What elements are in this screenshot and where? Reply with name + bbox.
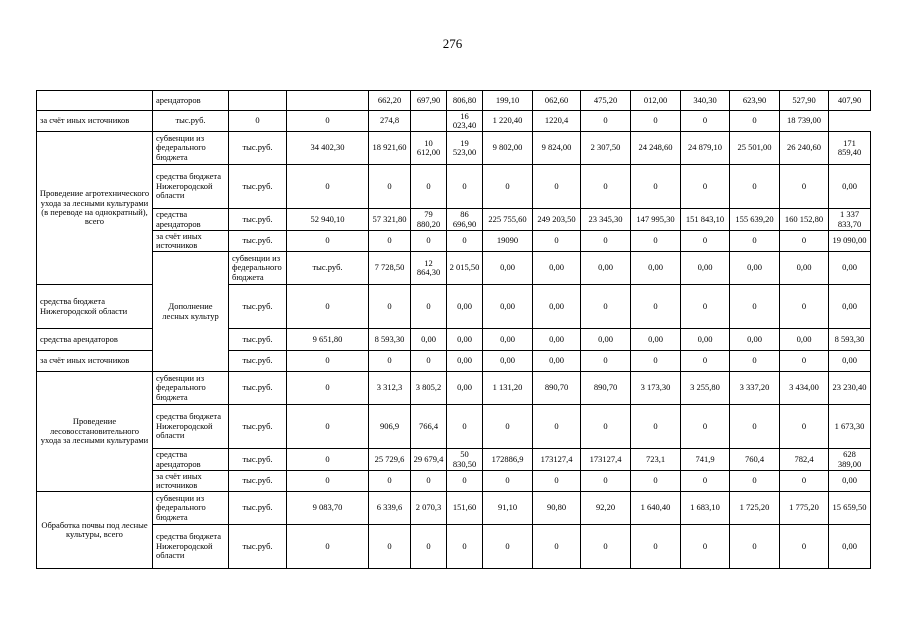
value-cell: 0 bbox=[631, 471, 681, 492]
table-row bbox=[37, 449, 871, 471]
page-number: 276 bbox=[442, 36, 463, 51]
unit-cell: тыс.руб. bbox=[229, 165, 287, 209]
value-cell: 57 321,80 bbox=[369, 209, 411, 231]
value-cell: 0 bbox=[681, 231, 730, 252]
funding-source-cell: средства бюджета Нижегородской области bbox=[153, 165, 229, 209]
value-cell: 2 070,3 bbox=[411, 492, 447, 525]
value-cell: 0,00 bbox=[533, 329, 581, 351]
value-cell: 147 995,30 bbox=[631, 209, 681, 231]
value-cell: 0,00 bbox=[447, 372, 483, 405]
value-cell: 0,00 bbox=[483, 329, 533, 351]
funding-source-cell: субвенции из федерального бюджета bbox=[153, 492, 229, 525]
value-cell: 806,80 bbox=[447, 91, 483, 111]
value-cell: 0 bbox=[287, 165, 369, 209]
value-cell: 0 bbox=[411, 351, 447, 372]
unit-cell: тыс.руб. bbox=[153, 111, 229, 132]
value-cell: 199,10 bbox=[483, 91, 533, 111]
value-cell: 6 339,6 bbox=[369, 492, 411, 525]
value-cell: 0,00 bbox=[483, 351, 533, 372]
unit-cell: тыс.руб. bbox=[229, 231, 287, 252]
value-cell: 0 bbox=[483, 471, 533, 492]
budget-table bbox=[36, 90, 871, 569]
value-cell: 0 bbox=[681, 405, 730, 449]
value-cell: 0 bbox=[681, 471, 730, 492]
value-cell: 0,00 bbox=[533, 351, 581, 372]
value-cell: 0 bbox=[631, 405, 681, 449]
value-cell: 0 bbox=[447, 165, 483, 209]
value-cell: 0 bbox=[447, 471, 483, 492]
value-cell: 23 230,40 bbox=[829, 372, 871, 405]
unit-cell: тыс.руб. bbox=[229, 351, 287, 372]
value-cell: 79 880,20 bbox=[411, 209, 447, 231]
section-name-cell: Дополнение лесных культур bbox=[153, 252, 229, 372]
value-cell: 0 bbox=[780, 285, 829, 329]
value-cell: 3 173,30 bbox=[631, 372, 681, 405]
unit-cell: тыс.руб. bbox=[229, 372, 287, 405]
value-cell: 0,00 bbox=[829, 252, 871, 285]
value-cell: 475,20 bbox=[581, 91, 631, 111]
table-body bbox=[37, 91, 871, 569]
value-cell: 23 345,30 bbox=[581, 209, 631, 231]
value-cell: 19090 bbox=[483, 231, 533, 252]
value-cell: 0 bbox=[681, 285, 730, 329]
value-cell: 0 bbox=[411, 471, 447, 492]
value-cell: 062,60 bbox=[533, 91, 581, 111]
section-name-cell: Проведение лесовосстановительного ухода за лесными культурами bbox=[37, 372, 153, 492]
value-cell: 0,00 bbox=[581, 252, 631, 285]
value-cell: 92,20 bbox=[581, 492, 631, 525]
value-cell: 1220,4 bbox=[533, 111, 581, 132]
value-cell: 0 bbox=[533, 405, 581, 449]
funding-source-cell: средства арендаторов bbox=[37, 329, 153, 351]
table-row bbox=[37, 252, 871, 285]
value-cell: 623,90 bbox=[730, 91, 780, 111]
funding-source-cell: субвенции из федерального бюджета bbox=[153, 132, 229, 165]
value-cell: 0 bbox=[730, 471, 780, 492]
value-cell: 3 312,3 bbox=[369, 372, 411, 405]
unit-cell: тыс.руб. bbox=[229, 405, 287, 449]
value-cell: 3 805,2 bbox=[411, 372, 447, 405]
value-cell: 0 bbox=[533, 471, 581, 492]
table-row bbox=[37, 91, 871, 111]
funding-source-cell: за счёт иных источников bbox=[153, 471, 229, 492]
value-cell: 10 612,00 bbox=[411, 132, 447, 165]
value-cell: 90,80 bbox=[533, 492, 581, 525]
value-cell: 0 bbox=[681, 351, 730, 372]
value-cell: 1 775,20 bbox=[780, 492, 829, 525]
funding-source-cell: за счёт иных источников bbox=[37, 351, 153, 372]
value-cell: 0 bbox=[780, 471, 829, 492]
value-cell: 0 bbox=[369, 231, 411, 252]
value-cell: 0,00 bbox=[829, 351, 871, 372]
section-name-cell bbox=[37, 91, 153, 111]
value-cell: 0 bbox=[447, 405, 483, 449]
value-cell: 0 bbox=[411, 525, 447, 569]
unit-cell: тыс.руб. bbox=[229, 132, 287, 165]
value-cell: 0 bbox=[730, 405, 780, 449]
table-row bbox=[37, 492, 871, 525]
value-cell: 19 523,00 bbox=[447, 132, 483, 165]
value-cell: 25 729,6 bbox=[369, 449, 411, 471]
value-cell: 160 152,80 bbox=[780, 209, 829, 231]
value-cell: 1 683,10 bbox=[681, 492, 730, 525]
value-cell: 0,00 bbox=[447, 329, 483, 351]
value-cell: 155 639,20 bbox=[730, 209, 780, 231]
value-cell: 151 843,10 bbox=[681, 209, 730, 231]
value-cell: 24 248,60 bbox=[631, 132, 681, 165]
value-cell: 0,00 bbox=[730, 329, 780, 351]
value-cell: 0 bbox=[369, 165, 411, 209]
value-cell: 18 921,60 bbox=[369, 132, 411, 165]
value-cell: 0,00 bbox=[780, 329, 829, 351]
value-cell: 0 bbox=[287, 231, 369, 252]
value-cell: 274,8 bbox=[369, 111, 411, 132]
value-cell: 0 bbox=[411, 165, 447, 209]
value-cell: 9 651,80 bbox=[287, 329, 369, 351]
value-cell: 1 131,20 bbox=[483, 372, 533, 405]
value-cell: 24 879,10 bbox=[681, 132, 730, 165]
value-cell: 0,00 bbox=[829, 285, 871, 329]
value-cell: 0,00 bbox=[483, 285, 533, 329]
table-row bbox=[37, 165, 871, 209]
value-cell: 0 bbox=[287, 351, 369, 372]
value-cell: 0 bbox=[287, 471, 369, 492]
value-cell: 760,4 bbox=[730, 449, 780, 471]
value-cell: 225 755,60 bbox=[483, 209, 533, 231]
value-cell: 0 bbox=[631, 351, 681, 372]
value-cell: 86 696,90 bbox=[447, 209, 483, 231]
value-cell: 0 bbox=[581, 111, 631, 132]
value-cell: 0,00 bbox=[447, 285, 483, 329]
value-cell: 0 bbox=[631, 231, 681, 252]
funding-source-cell: субвенции из федерального бюджета bbox=[229, 252, 287, 285]
table-row bbox=[37, 405, 871, 449]
value-cell: 0,00 bbox=[631, 329, 681, 351]
value-cell: 906,9 bbox=[369, 405, 411, 449]
value-cell: 0 bbox=[369, 351, 411, 372]
section-name-cell: Проведение агротехнического ухода за лесными культурами (в переводе на однократный), всего bbox=[37, 132, 153, 285]
value-cell: 0,00 bbox=[533, 252, 581, 285]
value-cell: 0,00 bbox=[631, 252, 681, 285]
value-cell: 0,00 bbox=[411, 329, 447, 351]
table-row bbox=[37, 132, 871, 165]
section-name-cell: Обработка почвы под лесные культуры, всего bbox=[37, 492, 153, 569]
unit-cell: тыс.руб. bbox=[229, 285, 287, 329]
value-cell: 0 bbox=[780, 351, 829, 372]
value-cell: 0 bbox=[369, 525, 411, 569]
value-cell: 0,00 bbox=[533, 285, 581, 329]
value-cell: 15 659,50 bbox=[829, 492, 871, 525]
value-cell: 1 337 833,70 bbox=[829, 209, 871, 231]
value-cell bbox=[411, 111, 447, 132]
value-cell: 628 389,00 bbox=[829, 449, 871, 471]
value-cell: 0,00 bbox=[829, 165, 871, 209]
value-cell: 0 bbox=[369, 285, 411, 329]
value-cell: 0 bbox=[581, 165, 631, 209]
value-cell: 34 402,30 bbox=[287, 132, 369, 165]
value-cell: 173127,4 bbox=[581, 449, 631, 471]
value-cell: 0 bbox=[287, 449, 369, 471]
value-cell: 0 bbox=[631, 525, 681, 569]
value-cell: 2 307,50 bbox=[581, 132, 631, 165]
funding-source-cell: арендаторов bbox=[153, 91, 229, 111]
value-cell: 0 bbox=[780, 231, 829, 252]
value-cell: 0 bbox=[730, 285, 780, 329]
value-cell: 151,60 bbox=[447, 492, 483, 525]
value-cell: 0 bbox=[681, 111, 730, 132]
funding-source-cell: за счёт иных источников bbox=[37, 111, 153, 132]
value-cell: 0 bbox=[369, 471, 411, 492]
value-cell: 8 593,30 bbox=[369, 329, 411, 351]
value-cell: 0 bbox=[287, 111, 369, 132]
value-cell: 1 725,20 bbox=[730, 492, 780, 525]
value-cell: 0,00 bbox=[780, 252, 829, 285]
value-cell: 8 593,30 bbox=[829, 329, 871, 351]
value-cell: 0 bbox=[631, 285, 681, 329]
value-cell: 0 bbox=[287, 525, 369, 569]
table-row bbox=[37, 525, 871, 569]
value-cell: 0 bbox=[533, 165, 581, 209]
value-cell: 0,00 bbox=[829, 525, 871, 569]
funding-source-cell: средства бюджета Нижегородской области bbox=[153, 405, 229, 449]
value-cell: 173127,4 bbox=[533, 449, 581, 471]
value-cell: 0 bbox=[581, 285, 631, 329]
value-cell: 171 859,40 bbox=[829, 132, 871, 165]
value-cell: 3 255,80 bbox=[681, 372, 730, 405]
value-cell: 7 728,50 bbox=[369, 252, 411, 285]
value-cell: 3 434,00 bbox=[780, 372, 829, 405]
value-cell: 0 bbox=[581, 405, 631, 449]
value-cell: 172886,9 bbox=[483, 449, 533, 471]
value-cell: 9 083,70 bbox=[287, 492, 369, 525]
value-cell: 19 090,00 bbox=[829, 231, 871, 252]
unit-cell bbox=[229, 91, 287, 111]
unit-cell: тыс.руб. bbox=[229, 471, 287, 492]
funding-source-cell: за счёт иных источников bbox=[153, 231, 229, 252]
unit-cell: тыс.руб. bbox=[229, 209, 287, 231]
value-cell: 0 bbox=[287, 405, 369, 449]
value-cell: 0 bbox=[730, 351, 780, 372]
value-cell: 25 501,00 bbox=[730, 132, 780, 165]
value-cell: 0,00 bbox=[829, 471, 871, 492]
value-cell: 0,00 bbox=[447, 351, 483, 372]
value-cell: 29 679,4 bbox=[411, 449, 447, 471]
value-cell: 890,70 bbox=[533, 372, 581, 405]
value-cell: 91,10 bbox=[483, 492, 533, 525]
value-cell: 407,90 bbox=[829, 91, 871, 111]
value-cell: 0 bbox=[483, 165, 533, 209]
value-cell: 0 bbox=[447, 231, 483, 252]
funding-source-cell: средства арендаторов bbox=[153, 209, 229, 231]
value-cell: 723,1 bbox=[631, 449, 681, 471]
table-row bbox=[37, 111, 871, 132]
value-cell: 0,00 bbox=[681, 252, 730, 285]
value-cell: 52 940,10 bbox=[287, 209, 369, 231]
value-cell: 0 bbox=[631, 111, 681, 132]
value-cell: 340,30 bbox=[681, 91, 730, 111]
value-cell: 249 203,50 bbox=[533, 209, 581, 231]
value-cell: 697,90 bbox=[411, 91, 447, 111]
value-cell: 18 739,00 bbox=[780, 111, 829, 132]
value-cell: 0 bbox=[411, 231, 447, 252]
value-cell: 0 bbox=[730, 231, 780, 252]
unit-cell: тыс.руб. bbox=[229, 525, 287, 569]
value-cell: 0 bbox=[681, 525, 730, 569]
funding-source-cell: средства бюджета Нижегородской области bbox=[153, 525, 229, 569]
unit-cell: тыс.руб. bbox=[229, 492, 287, 525]
value-cell: 0,00 bbox=[681, 329, 730, 351]
value-cell: 1 640,40 bbox=[631, 492, 681, 525]
value-cell: 741,9 bbox=[681, 449, 730, 471]
value-cell: 0 bbox=[581, 351, 631, 372]
value-cell: 0 bbox=[730, 111, 780, 132]
value-cell: 0 bbox=[447, 525, 483, 569]
value-cell: 766,4 bbox=[411, 405, 447, 449]
unit-cell: тыс.руб. bbox=[229, 449, 287, 471]
table-row bbox=[37, 372, 871, 405]
value-cell: 0 bbox=[681, 165, 730, 209]
value-cell: 50 830,50 bbox=[447, 449, 483, 471]
table-row bbox=[37, 209, 871, 231]
value-cell bbox=[287, 91, 369, 111]
value-cell: 0 bbox=[581, 525, 631, 569]
value-cell: 0 bbox=[483, 525, 533, 569]
value-cell: 9 802,00 bbox=[483, 132, 533, 165]
value-cell: 0 bbox=[581, 471, 631, 492]
value-cell: 2 015,50 bbox=[447, 252, 483, 285]
value-cell: 0 bbox=[287, 372, 369, 405]
table-row bbox=[37, 231, 871, 252]
value-cell: 0 bbox=[229, 111, 287, 132]
value-cell: 0 bbox=[730, 525, 780, 569]
unit-cell: тыс.руб. bbox=[287, 252, 369, 285]
value-cell: 0 bbox=[287, 285, 369, 329]
table-row bbox=[37, 471, 871, 492]
value-cell: 16 023,40 bbox=[447, 111, 483, 132]
value-cell: 0 bbox=[780, 405, 829, 449]
value-cell: 0 bbox=[631, 165, 681, 209]
value-cell: 0,00 bbox=[581, 329, 631, 351]
funding-source-cell: субвенции из федерального бюджета bbox=[153, 372, 229, 405]
value-cell: 0,00 bbox=[483, 252, 533, 285]
value-cell: 662,20 bbox=[369, 91, 411, 111]
value-cell: 0 bbox=[581, 231, 631, 252]
value-cell: 527,90 bbox=[780, 91, 829, 111]
value-cell: 0,00 bbox=[730, 252, 780, 285]
value-cell: 0 bbox=[483, 405, 533, 449]
value-cell: 782,4 bbox=[780, 449, 829, 471]
value-cell: 12 864,30 bbox=[411, 252, 447, 285]
value-cell: 890,70 bbox=[581, 372, 631, 405]
value-cell: 012,00 bbox=[631, 91, 681, 111]
funding-source-cell: средства бюджета Нижегородской области bbox=[37, 285, 153, 329]
value-cell: 0 bbox=[730, 165, 780, 209]
value-cell: 0 bbox=[780, 165, 829, 209]
funding-source-cell: средства арендаторов bbox=[153, 449, 229, 471]
value-cell: 0 bbox=[411, 285, 447, 329]
value-cell: 0 bbox=[533, 525, 581, 569]
value-cell: 1 673,30 bbox=[829, 405, 871, 449]
value-cell: 1 220,40 bbox=[483, 111, 533, 132]
unit-cell: тыс.руб. bbox=[229, 329, 287, 351]
value-cell: 26 240,60 bbox=[780, 132, 829, 165]
value-cell: 9 824,00 bbox=[533, 132, 581, 165]
value-cell: 0 bbox=[780, 525, 829, 569]
value-cell: 3 337,20 bbox=[730, 372, 780, 405]
value-cell: 0 bbox=[533, 231, 581, 252]
